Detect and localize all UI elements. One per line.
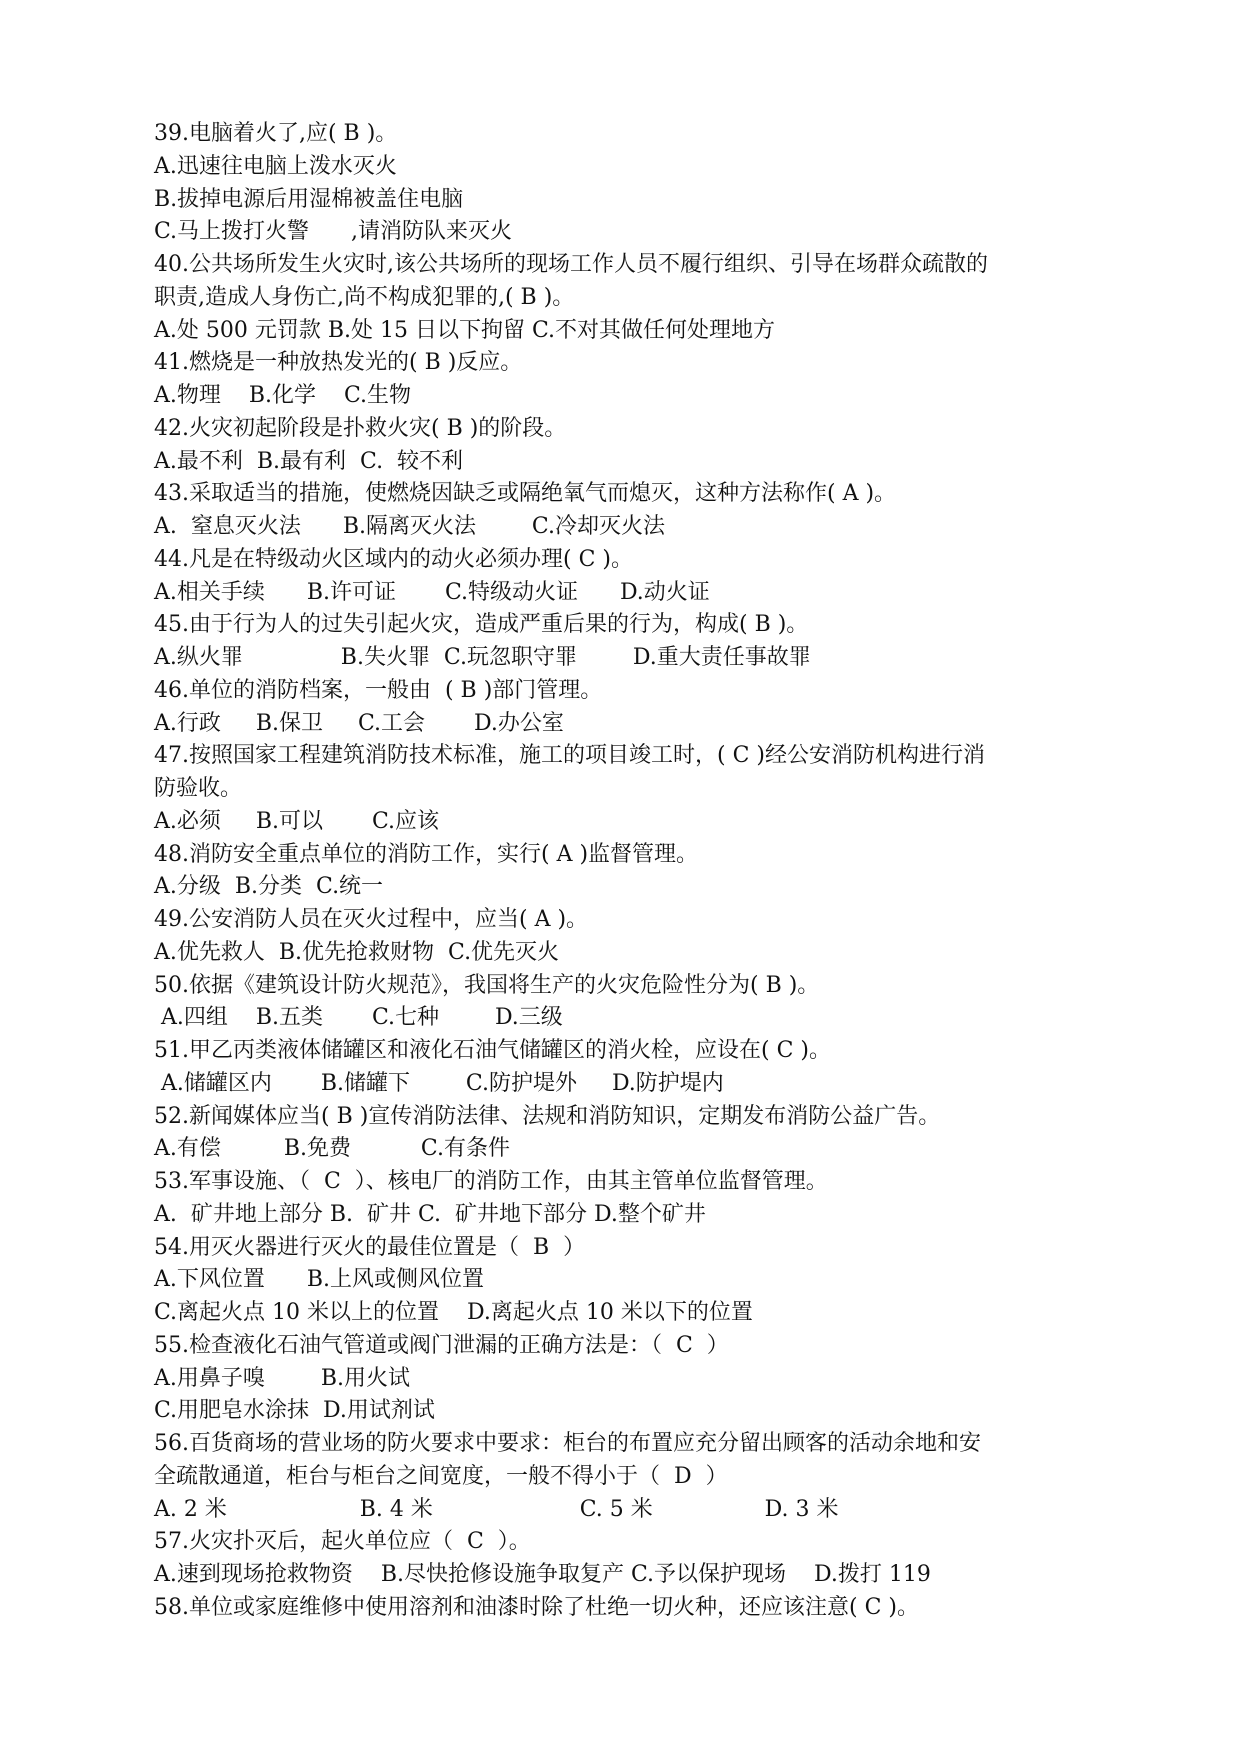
text-line: 45.由于行为人的过失引起火灾，造成严重后果的行为，构成( B )。	[154, 612, 809, 638]
text-line: A.最不利 B.最有利 C. 较不利	[154, 448, 464, 474]
text-line: A.分级 B.分类 C.统一	[154, 874, 384, 900]
text-line: 50.依据《建筑设计防火规范》，我国将生产的火灾危险性分为( B )。	[154, 972, 820, 998]
text-line: 44.凡是在特级动火区域内的动火必须办理( C )。	[154, 546, 633, 572]
text-line: A.下风位置 B.上风或侧风位置	[154, 1267, 485, 1293]
text-line: 49.公安消防人员在灭火过程中，应当( A )。	[154, 907, 589, 932]
text-line: 防验收。	[154, 776, 243, 801]
text-line: 53.军事设施、（ C ）、核电厂的消防工作，由其主管单位监督管理。	[154, 1169, 828, 1194]
text-line: A.储罐区内 B.储罐下 C.防护堤外 D.防护堤内	[154, 1070, 724, 1096]
text-line: 43.采取适当的措施，使燃烧因缺乏或隔绝氧气而熄灭，这种方法称作( A )。	[154, 481, 897, 507]
text-line: C.离起火点 10 米以上的位置 D.离起火点 10 米以下的位置	[154, 1300, 753, 1325]
text-line: A.四组 B.五类 C.七种 D.三级	[154, 1005, 563, 1031]
text-line: A.物理 B.化学 C.生物	[154, 383, 412, 408]
text-line: A.相关手续 B.许可证 C.特级动火证 D.动火证	[154, 579, 710, 605]
text-line: 52.新闻媒体应当( B )宣传消防法律、法规和消防知识，定期发布消防公益广告。	[154, 1103, 941, 1129]
document-body	[154, 118, 1104, 1625]
text-line: A.用鼻子嗅 B.用火试	[154, 1365, 410, 1391]
text-line: A.必须 B.可以 C.应该	[154, 808, 440, 834]
text-line: A. 2 米 B. 4 米 C. 5 米 D. 3 米	[154, 1496, 839, 1522]
text-line: 41.燃烧是一种放热发光的( B )反应。	[154, 350, 523, 376]
text-line: C.用肥皂水涂抹 D.用试剂试	[154, 1398, 435, 1424]
text-line: 57.火灾扑灭后，起火单位应（ C ）。	[154, 1529, 531, 1555]
text-line: A.处 500 元罚款 B.处 15 日以下拘留 C.不对其做任何处理地方	[154, 317, 776, 343]
text-line: A.迅速往电脑上泼水灭火	[154, 153, 397, 179]
text-line: 54.用灭火器进行灭火的最佳位置是（ B ）	[154, 1234, 586, 1260]
text-line: A. 窒息灭火法 B.隔离灭火法 C.冷却灭火法	[154, 514, 665, 539]
text-line: 39.电脑着火了,应( B )。	[154, 121, 398, 146]
text-line: C.马上拨打火警 ,请消防队来灭火	[154, 219, 512, 245]
text-line: 47.按照国家工程建筑消防技术标准，施工的项目竣工时，( C )经公安消防机构进行消	[154, 743, 985, 769]
text-line: 职责,造成人身伤亡,尚不构成犯罪的,( B )。	[154, 284, 575, 310]
text-line: 58.单位或家庭维修中使用溶剂和油漆时除了杜绝一切火种，还应该注意( C )。	[154, 1594, 919, 1620]
text-line: A. 矿井地上部分 B. 矿井 C. 矿井地下部分 D.整个矿井	[154, 1201, 706, 1227]
text-line: A.优先救人 B.优先抢救财物 C.优先灭火	[154, 939, 560, 965]
text-line: A.有偿 B.免费 C.有条件	[154, 1136, 510, 1162]
text-line: 全疏散通道，柜台与柜台之间宽度，一般不得小于（ D ）	[154, 1463, 728, 1489]
text-line: 56.百货商场的营业场的防火要求中要求：柜台的布置应充分留出顾客的活动余地和安	[154, 1431, 981, 1456]
text-line: B.拔掉电源后用湿棉被盖住电脑	[154, 186, 464, 212]
text-line: A.纵火罪 B.失火罪 C.玩忽职守罪 D.重大责任事故罪	[154, 645, 811, 670]
text-line: 55.检查液化石油气管道或阀门泄漏的正确方法是：（ C ）	[154, 1332, 729, 1358]
text-line: 42.火灾初起阶段是扑救火灾( B )的阶段。	[154, 415, 567, 441]
text-line: 46.单位的消防档案，一般由 ( B )部门管理。	[154, 677, 603, 703]
text-line: 48.消防安全重点单位的消防工作，实行( A )监督管理。	[154, 841, 699, 867]
text-line: A.行政 B.保卫 C.工会 D.办公室	[154, 710, 564, 736]
text-line: A.速到现场抢救物资 B.尽快抢修设施争取复产 C.予以保护现场 D.拨打 119	[154, 1562, 931, 1587]
text-line: 40.公共场所发生火灾时,该公共场所的现场工作人员不履行组织、引导在场群众疏散的	[154, 252, 988, 277]
text-line: 51.甲乙丙类液体储罐区和液化石油气储罐区的消火栓，应设在( C )。	[154, 1038, 831, 1063]
